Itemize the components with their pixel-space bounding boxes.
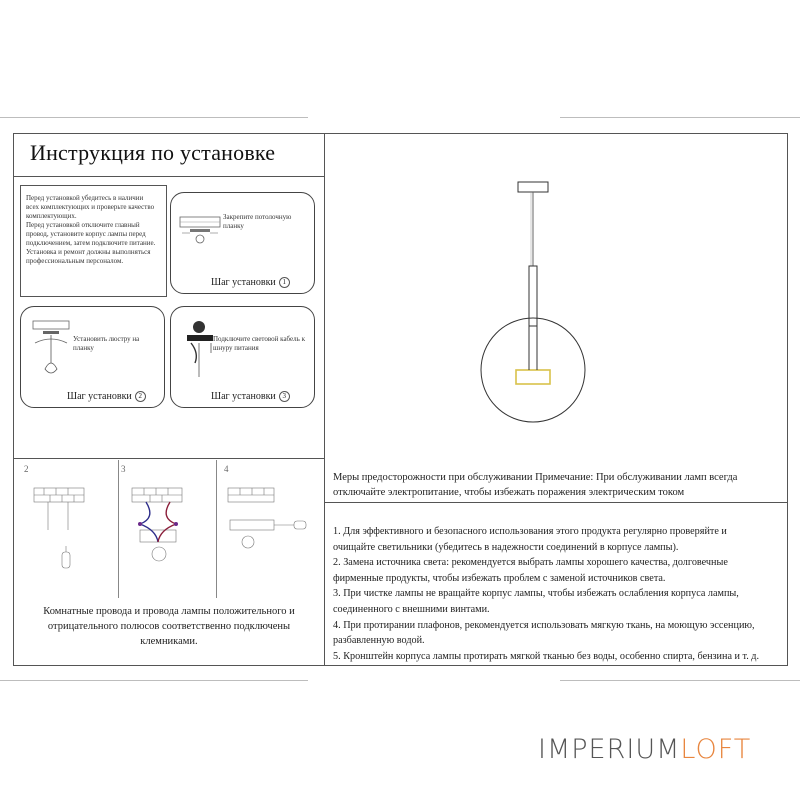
step-2-card bbox=[20, 306, 165, 408]
wiring-text: Комнатные провода и провода лампы положительного и отрицательного полюсов соответственно подключены клемниками. bbox=[43, 606, 295, 647]
step-2-label: Шаг установки 2 bbox=[67, 391, 146, 402]
step-1-card bbox=[170, 192, 315, 294]
column-divider bbox=[324, 133, 325, 666]
divider bbox=[560, 680, 800, 681]
precaution-note: Меры предосторожности при обслуживании Примечание: При обслуживании ламп всегда отключайте электропитание, чтобы избежать поражения электрическим током bbox=[333, 472, 738, 498]
step-3-label: Шаг установки 3 bbox=[211, 391, 290, 402]
panel-num: 3 bbox=[121, 464, 126, 474]
pendant-lamp-illustration bbox=[465, 178, 605, 438]
intro-box bbox=[20, 185, 167, 297]
step-3-card bbox=[170, 306, 315, 408]
wiring-diagram bbox=[18, 480, 318, 600]
step-1-caption: Закрепите потолочную планку bbox=[223, 213, 292, 230]
divider bbox=[0, 117, 308, 118]
maintenance-list: 1. Для эффективного и безопасного использования этого продукта регулярно проверяйте и очищайте светильники (убедитесь в надежности соединений в корпусе лампы). 2. Замена источника света: рекомендуется выбрать лампы хорошего качества, долговечные фирменные продукты, чтобы избежать проблем с заменой источников света. 3. При чистке лампы не вращайте корпус лампы, чтобы избежать ослабления корпуса лампы, соединенного с внешними винтами. 4. При протирании плафонов, рекомендуется использовать мягкую ткань, на моющую эссенцию, разбавленную водой. 5. Кронштейн корпуса лампы протирать мягкой тканью без воды, особенно спирта, бензина и т. д. bbox=[333, 526, 760, 662]
divider bbox=[0, 680, 308, 681]
panel-num: 4 bbox=[224, 464, 229, 474]
ceiling-plate-icon bbox=[176, 211, 226, 261]
brand-logo: IMPERIUMLOFT bbox=[538, 734, 752, 765]
chandelier-mount-icon bbox=[27, 313, 77, 383]
step-3-caption: Подключите световой кабель к шнуру питания bbox=[213, 335, 305, 352]
maintenance-divider bbox=[324, 502, 788, 503]
page-title: Инструкция по установке bbox=[30, 140, 276, 165]
panel-num: 2 bbox=[24, 464, 29, 474]
step-2-caption: Установить люстру на планку bbox=[73, 335, 140, 352]
intro-text: Перед установкой убедитесь в наличии всех комплектующих и проверьте качество комплектующих. Перед установкой отключите главный провод, установите корпус лампы перед подключением, затем подключите питание. Установка и ремонт должны выполняться профессиональным персоналом. bbox=[26, 194, 156, 265]
step-1-label: Шаг установки 1 bbox=[211, 277, 290, 288]
wiring-divider bbox=[13, 458, 325, 459]
title-divider bbox=[13, 176, 325, 177]
divider bbox=[560, 117, 800, 118]
